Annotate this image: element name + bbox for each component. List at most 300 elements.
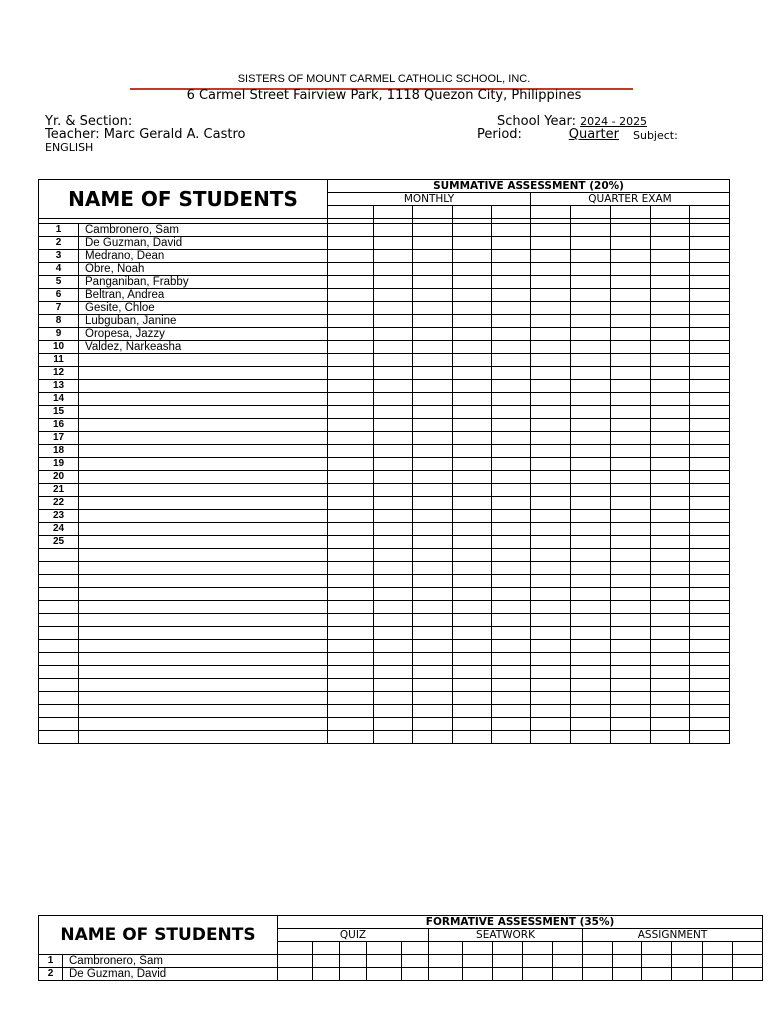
score-cell[interactable] [690, 653, 730, 666]
score-cell[interactable] [571, 601, 611, 614]
student-name[interactable]: Panganiban, Frabby [79, 276, 328, 289]
score-cell[interactable] [374, 640, 413, 653]
score-cell[interactable] [492, 718, 531, 731]
score-cell[interactable] [690, 640, 730, 653]
student-name[interactable] [79, 614, 328, 627]
score-cell[interactable] [413, 679, 453, 692]
score-cell[interactable] [571, 731, 611, 744]
score-cell[interactable] [453, 445, 492, 458]
score-cell[interactable] [651, 224, 690, 237]
score-cell[interactable] [690, 705, 730, 718]
score-cell[interactable] [492, 354, 531, 367]
score-cell[interactable] [531, 510, 571, 523]
student-name[interactable] [79, 666, 328, 679]
score-cell[interactable] [651, 588, 690, 601]
score-cell[interactable] [429, 942, 463, 955]
score-cell[interactable] [583, 955, 613, 968]
score-cell[interactable] [413, 263, 453, 276]
score-cell[interactable] [374, 653, 413, 666]
score-cell[interactable] [651, 523, 690, 536]
score-cell[interactable] [571, 497, 611, 510]
student-name[interactable]: Lubguban, Janine [79, 315, 328, 328]
score-cell[interactable] [571, 562, 611, 575]
score-cell[interactable] [453, 419, 492, 432]
score-cell[interactable] [413, 328, 453, 341]
score-cell[interactable] [492, 206, 531, 219]
score-cell[interactable] [651, 419, 690, 432]
score-cell[interactable] [413, 718, 453, 731]
score-cell[interactable] [571, 575, 611, 588]
score-cell[interactable] [531, 250, 571, 263]
score-cell[interactable] [611, 731, 651, 744]
score-cell[interactable] [492, 471, 531, 484]
score-cell[interactable] [651, 510, 690, 523]
score-cell[interactable] [413, 549, 453, 562]
score-cell[interactable] [611, 679, 651, 692]
score-cell[interactable] [571, 289, 611, 302]
score-cell[interactable] [703, 955, 733, 968]
student-name[interactable]: Valdez, Narkeasha [79, 341, 328, 354]
score-cell[interactable] [733, 942, 763, 955]
score-cell[interactable] [374, 432, 413, 445]
student-name[interactable] [79, 380, 328, 393]
score-cell[interactable] [328, 627, 374, 640]
student-name[interactable] [79, 484, 328, 497]
score-cell[interactable] [453, 276, 492, 289]
score-cell[interactable] [453, 458, 492, 471]
score-cell[interactable] [492, 484, 531, 497]
score-cell[interactable] [492, 549, 531, 562]
score-cell[interactable] [553, 955, 583, 968]
score-cell[interactable] [413, 627, 453, 640]
score-cell[interactable] [453, 497, 492, 510]
student-name[interactable] [79, 692, 328, 705]
score-cell[interactable] [611, 393, 651, 406]
score-cell[interactable] [690, 536, 730, 549]
score-cell[interactable] [328, 705, 374, 718]
student-name[interactable] [79, 497, 328, 510]
score-cell[interactable] [492, 276, 531, 289]
score-cell[interactable] [651, 471, 690, 484]
score-cell[interactable] [571, 705, 611, 718]
score-cell[interactable] [651, 536, 690, 549]
score-cell[interactable] [531, 536, 571, 549]
score-cell[interactable] [402, 942, 429, 955]
score-cell[interactable] [651, 718, 690, 731]
student-name[interactable] [79, 458, 328, 471]
score-cell[interactable] [690, 380, 730, 393]
score-cell[interactable] [492, 705, 531, 718]
score-cell[interactable] [413, 393, 453, 406]
score-cell[interactable] [492, 536, 531, 549]
score-cell[interactable] [611, 536, 651, 549]
score-cell[interactable] [611, 432, 651, 445]
score-cell[interactable] [328, 731, 374, 744]
score-cell[interactable] [374, 237, 413, 250]
score-cell[interactable] [413, 224, 453, 237]
score-cell[interactable] [402, 968, 429, 981]
score-cell[interactable] [571, 250, 611, 263]
score-cell[interactable] [611, 302, 651, 315]
score-cell[interactable] [651, 601, 690, 614]
student-name[interactable] [79, 731, 328, 744]
score-cell[interactable] [531, 653, 571, 666]
score-cell[interactable] [611, 380, 651, 393]
score-cell[interactable] [651, 445, 690, 458]
score-cell[interactable] [328, 380, 374, 393]
score-cell[interactable] [374, 471, 413, 484]
score-cell[interactable] [703, 968, 733, 981]
score-cell[interactable] [374, 614, 413, 627]
student-name[interactable]: Beltran, Andrea [79, 289, 328, 302]
score-cell[interactable] [690, 471, 730, 484]
score-cell[interactable] [651, 289, 690, 302]
score-cell[interactable] [374, 666, 413, 679]
score-cell[interactable] [690, 484, 730, 497]
score-cell[interactable] [531, 614, 571, 627]
score-cell[interactable] [374, 692, 413, 705]
score-cell[interactable] [453, 237, 492, 250]
score-cell[interactable] [453, 341, 492, 354]
score-cell[interactable] [453, 510, 492, 523]
student-name[interactable] [79, 601, 328, 614]
score-cell[interactable] [651, 666, 690, 679]
score-cell[interactable] [413, 588, 453, 601]
score-cell[interactable] [492, 575, 531, 588]
score-cell[interactable] [611, 458, 651, 471]
score-cell[interactable] [651, 393, 690, 406]
student-name[interactable] [79, 510, 328, 523]
score-cell[interactable] [690, 263, 730, 276]
score-cell[interactable] [492, 562, 531, 575]
score-cell[interactable] [453, 705, 492, 718]
score-cell[interactable] [492, 302, 531, 315]
score-cell[interactable] [374, 588, 413, 601]
score-cell[interactable] [328, 653, 374, 666]
score-cell[interactable] [413, 289, 453, 302]
score-cell[interactable] [571, 627, 611, 640]
score-cell[interactable] [690, 731, 730, 744]
score-cell[interactable] [413, 302, 453, 315]
score-cell[interactable] [571, 692, 611, 705]
score-cell[interactable] [611, 445, 651, 458]
score-cell[interactable] [531, 523, 571, 536]
score-cell[interactable] [531, 315, 571, 328]
score-cell[interactable] [413, 276, 453, 289]
student-name[interactable]: Gesite, Chloe [79, 302, 328, 315]
score-cell[interactable] [690, 393, 730, 406]
score-cell[interactable] [651, 562, 690, 575]
score-cell[interactable] [611, 315, 651, 328]
score-cell[interactable] [278, 955, 313, 968]
score-cell[interactable] [571, 653, 611, 666]
score-cell[interactable] [611, 562, 651, 575]
score-cell[interactable] [672, 955, 703, 968]
score-cell[interactable] [328, 289, 374, 302]
score-cell[interactable] [651, 614, 690, 627]
score-cell[interactable] [531, 419, 571, 432]
score-cell[interactable] [328, 471, 374, 484]
score-cell[interactable] [611, 549, 651, 562]
score-cell[interactable] [571, 237, 611, 250]
student-name[interactable] [79, 575, 328, 588]
score-cell[interactable] [453, 328, 492, 341]
score-cell[interactable] [413, 250, 453, 263]
score-cell[interactable] [690, 419, 730, 432]
score-cell[interactable] [571, 523, 611, 536]
score-cell[interactable] [492, 666, 531, 679]
score-cell[interactable] [690, 289, 730, 302]
score-cell[interactable] [492, 614, 531, 627]
score-cell[interactable] [571, 536, 611, 549]
score-cell[interactable] [453, 224, 492, 237]
score-cell[interactable] [690, 549, 730, 562]
score-cell[interactable] [374, 549, 413, 562]
score-cell[interactable] [571, 367, 611, 380]
score-cell[interactable] [531, 276, 571, 289]
score-cell[interactable] [531, 458, 571, 471]
score-cell[interactable] [492, 328, 531, 341]
score-cell[interactable] [413, 640, 453, 653]
score-cell[interactable] [703, 942, 733, 955]
score-cell[interactable] [651, 575, 690, 588]
score-cell[interactable] [340, 955, 367, 968]
score-cell[interactable] [328, 237, 374, 250]
score-cell[interactable] [402, 955, 429, 968]
score-cell[interactable] [374, 601, 413, 614]
score-cell[interactable] [453, 601, 492, 614]
score-cell[interactable] [278, 968, 313, 981]
score-cell[interactable] [492, 731, 531, 744]
score-cell[interactable] [571, 276, 611, 289]
score-cell[interactable] [328, 328, 374, 341]
score-cell[interactable] [492, 380, 531, 393]
score-cell[interactable] [492, 406, 531, 419]
score-cell[interactable] [571, 206, 611, 219]
score-cell[interactable] [571, 458, 611, 471]
score-cell[interactable] [413, 536, 453, 549]
score-cell[interactable] [531, 328, 571, 341]
score-cell[interactable] [690, 575, 730, 588]
score-cell[interactable] [611, 406, 651, 419]
score-cell[interactable] [328, 497, 374, 510]
score-cell[interactable] [690, 562, 730, 575]
score-cell[interactable] [611, 224, 651, 237]
score-cell[interactable] [374, 224, 413, 237]
student-name[interactable] [79, 471, 328, 484]
score-cell[interactable] [413, 380, 453, 393]
score-cell[interactable] [531, 237, 571, 250]
score-cell[interactable] [642, 955, 672, 968]
score-cell[interactable] [611, 419, 651, 432]
score-cell[interactable] [413, 575, 453, 588]
score-cell[interactable] [611, 523, 651, 536]
score-cell[interactable] [690, 341, 730, 354]
score-cell[interactable] [690, 588, 730, 601]
score-cell[interactable] [531, 731, 571, 744]
score-cell[interactable] [651, 640, 690, 653]
score-cell[interactable] [328, 276, 374, 289]
score-cell[interactable] [651, 206, 690, 219]
score-cell[interactable] [492, 419, 531, 432]
student-name[interactable] [79, 588, 328, 601]
score-cell[interactable] [571, 471, 611, 484]
score-cell[interactable] [651, 315, 690, 328]
score-cell[interactable] [492, 601, 531, 614]
score-cell[interactable] [531, 705, 571, 718]
score-cell[interactable] [374, 484, 413, 497]
score-cell[interactable] [453, 562, 492, 575]
student-name[interactable] [79, 679, 328, 692]
score-cell[interactable] [571, 484, 611, 497]
score-cell[interactable] [328, 575, 374, 588]
student-name[interactable]: Cambronero, Sam [79, 224, 328, 237]
score-cell[interactable] [328, 640, 374, 653]
score-cell[interactable] [453, 354, 492, 367]
score-cell[interactable] [374, 419, 413, 432]
score-cell[interactable] [413, 367, 453, 380]
score-cell[interactable] [374, 458, 413, 471]
score-cell[interactable] [651, 250, 690, 263]
score-cell[interactable] [611, 575, 651, 588]
score-cell[interactable] [571, 679, 611, 692]
score-cell[interactable] [453, 536, 492, 549]
score-cell[interactable] [493, 955, 523, 968]
score-cell[interactable] [374, 250, 413, 263]
score-cell[interactable] [531, 354, 571, 367]
score-cell[interactable] [453, 263, 492, 276]
score-cell[interactable] [374, 328, 413, 341]
score-cell[interactable] [553, 942, 583, 955]
score-cell[interactable] [611, 276, 651, 289]
score-cell[interactable] [613, 942, 642, 955]
score-cell[interactable] [453, 315, 492, 328]
score-cell[interactable] [651, 276, 690, 289]
student-name[interactable]: De Guzman, David [63, 968, 278, 981]
score-cell[interactable] [493, 968, 523, 981]
student-name[interactable] [79, 354, 328, 367]
score-cell[interactable] [328, 393, 374, 406]
score-cell[interactable] [571, 315, 611, 328]
score-cell[interactable] [328, 263, 374, 276]
score-cell[interactable] [374, 575, 413, 588]
student-name[interactable] [79, 367, 328, 380]
score-cell[interactable] [690, 206, 730, 219]
score-cell[interactable] [374, 536, 413, 549]
score-cell[interactable] [429, 968, 463, 981]
score-cell[interactable] [413, 354, 453, 367]
score-cell[interactable] [328, 484, 374, 497]
score-cell[interactable] [413, 445, 453, 458]
score-cell[interactable] [651, 692, 690, 705]
score-cell[interactable] [413, 471, 453, 484]
score-cell[interactable] [492, 458, 531, 471]
score-cell[interactable] [611, 471, 651, 484]
student-name[interactable] [79, 549, 328, 562]
score-cell[interactable] [328, 536, 374, 549]
score-cell[interactable] [453, 484, 492, 497]
score-cell[interactable] [733, 968, 763, 981]
score-cell[interactable] [531, 692, 571, 705]
score-cell[interactable] [413, 341, 453, 354]
score-cell[interactable] [611, 614, 651, 627]
score-cell[interactable] [690, 302, 730, 315]
score-cell[interactable] [453, 588, 492, 601]
score-cell[interactable] [492, 445, 531, 458]
score-cell[interactable] [611, 263, 651, 276]
score-cell[interactable] [374, 523, 413, 536]
score-cell[interactable] [531, 445, 571, 458]
score-cell[interactable] [328, 718, 374, 731]
score-cell[interactable] [611, 250, 651, 263]
score-cell[interactable] [571, 393, 611, 406]
score-cell[interactable] [453, 692, 492, 705]
score-cell[interactable] [611, 206, 651, 219]
score-cell[interactable] [531, 471, 571, 484]
score-cell[interactable] [374, 206, 413, 219]
score-cell[interactable] [611, 354, 651, 367]
score-cell[interactable] [492, 523, 531, 536]
score-cell[interactable] [367, 942, 402, 955]
score-cell[interactable] [611, 653, 651, 666]
score-cell[interactable] [611, 497, 651, 510]
score-cell[interactable] [571, 263, 611, 276]
score-cell[interactable] [690, 328, 730, 341]
score-cell[interactable] [374, 263, 413, 276]
score-cell[interactable] [463, 955, 493, 968]
score-cell[interactable] [413, 692, 453, 705]
score-cell[interactable] [453, 523, 492, 536]
score-cell[interactable] [374, 679, 413, 692]
score-cell[interactable] [613, 955, 642, 968]
score-cell[interactable] [328, 432, 374, 445]
score-cell[interactable] [531, 432, 571, 445]
score-cell[interactable] [531, 679, 571, 692]
score-cell[interactable] [611, 705, 651, 718]
score-cell[interactable] [611, 328, 651, 341]
score-cell[interactable] [413, 614, 453, 627]
score-cell[interactable] [340, 968, 367, 981]
score-cell[interactable] [531, 627, 571, 640]
score-cell[interactable] [429, 955, 463, 968]
score-cell[interactable] [571, 354, 611, 367]
score-cell[interactable] [571, 224, 611, 237]
score-cell[interactable] [492, 640, 531, 653]
score-cell[interactable] [453, 718, 492, 731]
student-name[interactable]: Oropesa, Jazzy [79, 328, 328, 341]
score-cell[interactable] [611, 588, 651, 601]
score-cell[interactable] [651, 341, 690, 354]
score-cell[interactable] [328, 302, 374, 315]
score-cell[interactable] [523, 942, 553, 955]
score-cell[interactable] [374, 276, 413, 289]
score-cell[interactable] [583, 942, 613, 955]
score-cell[interactable] [651, 237, 690, 250]
score-cell[interactable] [328, 458, 374, 471]
score-cell[interactable] [328, 549, 374, 562]
score-cell[interactable] [492, 237, 531, 250]
student-name[interactable]: Obre, Noah [79, 263, 328, 276]
score-cell[interactable] [571, 406, 611, 419]
student-name[interactable]: Cambronero, Sam [63, 955, 278, 968]
score-cell[interactable] [690, 497, 730, 510]
score-cell[interactable] [690, 718, 730, 731]
score-cell[interactable] [453, 393, 492, 406]
score-cell[interactable] [413, 237, 453, 250]
score-cell[interactable] [313, 968, 340, 981]
score-cell[interactable] [453, 666, 492, 679]
score-cell[interactable] [690, 601, 730, 614]
